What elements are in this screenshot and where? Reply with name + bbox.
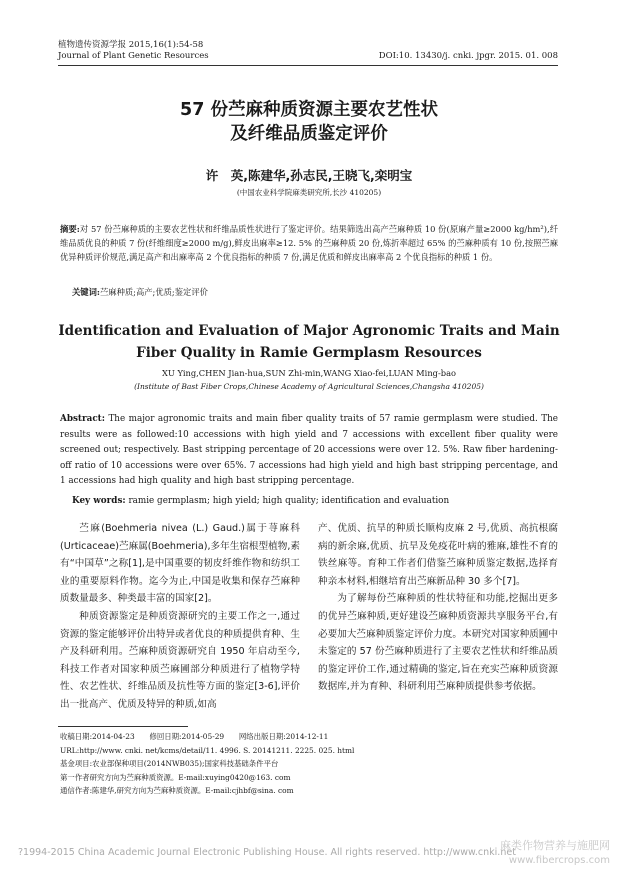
- keywords-en-label: Key words:: [72, 496, 126, 506]
- copyright-footer: ?1994-2015 China Academic Journal Electronic Publishing House. All rights reserved. http://www.cnki.net: [18, 847, 516, 858]
- header-rule: [58, 65, 558, 66]
- abstract-en-text: The major agronomic traits and main fiber quality traits of 57 ramie germplasm were studied. The results were as followed:10 accessions with high yield and 7 accessions with excellent fiber quality were screened out; respectively. Bast stripping percentage of 20 accessions were over 12. 5%. Raw fiber hardening-off ratio of 10 accessions were over 65%. 7 accessions had high yield and high bast stripping percentage, and 1 accessions had high quality and high bast stripping percentage.: [60, 414, 558, 486]
- abstract-zh-text: 对 57 份苎麻种质的主要农艺性状和纤维品质性状进行了鉴定评价。结果筛选出高产苎麻种质 10 份(原麻产量≥2000 kg/hm²),纤维品质优良的种质 7 份(纤维细度≥2000 m/g),鲜皮出麻率≥12. 5% 的苎麻种质 20 份,炼折率超过 65% 的苎麻种质有 10 份,按照苎麻优异种质评价规范,满足高产和出麻率高 2 个优良指标的种质 7 份,满足优质和鲜皮出麻率高 2 个优良指标的种质 1 份。: [60, 224, 558, 262]
- footnote-funding: 基金项目:农业部保种项目(2014NWB035);国家科技基础条件平台: [60, 759, 279, 768]
- doi: DOI:10. 13430/j. cnki. jpgr. 2015. 01. 008: [378, 51, 558, 61]
- affiliation-zh: (中国农业科学院麻类研究所,长沙 410205): [236, 188, 382, 197]
- volume-info: 2015,16(1):54-58: [128, 40, 204, 50]
- title-en: [40, 320, 578, 364]
- authors-zh: 许 英,陈建华,孙志民,王晓飞,栾明宝: [205, 168, 413, 183]
- watermark-line2: www.fibercrops.com: [508, 855, 610, 866]
- abstract-en-label: Abstract:: [60, 414, 105, 424]
- watermark-line1: 麻类作物营养与施肥网: [500, 839, 610, 852]
- footnotes: [60, 730, 500, 798]
- site-watermark: [500, 838, 610, 868]
- journal-header-left: [58, 40, 209, 62]
- journal-name-en: Journal of Plant Genetic Resources: [58, 51, 209, 61]
- keywords-zh-text: 苎麻种质;高产;优质;鉴定评价: [99, 287, 208, 297]
- keywords-zh-label: 关键词:: [72, 287, 100, 297]
- keywords-en-text: ramie germplasm; high yield; high quality; identification and evaluation: [128, 496, 450, 506]
- authors-en: XU Ying,CHEN Jian-hua,SUN Zhi-min,WANG Xiao-fei,LUAN Ming-bao: [161, 368, 457, 378]
- abstract-en: [60, 412, 558, 490]
- abstract-zh: [60, 222, 558, 264]
- footnote-url: URL:http://www. cnki. net/kcms/detail/11. 4996. S. 20141211. 2225. 025. html: [60, 745, 355, 755]
- title-zh-line2: 及纤维品质鉴定评价: [230, 124, 388, 144]
- abstract-zh-label: 摘要:: [60, 224, 80, 234]
- footnote-rule: [58, 726, 188, 727]
- footnote-dates: 收稿日期:2014-04-23 修回日期:2014-05-29 网络出版日期:2014-12-11: [60, 732, 329, 741]
- body-left-column: [60, 520, 300, 714]
- body-paragraph: 苎麻(Boehmeria nivea (L.) Gaud.)属于荨麻科(Urticaceae)苎麻属(Boehmeria),多年生宿根型植物,素有“中国草”之称[1],是中国重要的韧皮纤维作物和纺织工业的重要原料作物。迄今为止,中国是收集和保存苎麻种质数量最多、种类最丰富的国家[2]。: [60, 523, 300, 605]
- body-paragraph: 种质资源鉴定是种质资源研究的主要工作之一,通过资源的鉴定能够评价出特异或者优良的种质提供育种、生产及科研利用。苎麻种质资源研究自 1950 年启动至今,科技工作者对国家种质苎麻圃部分种质进行了植物学特性、农艺性状、纤维品质及抗性等方面的鉴定[3-6],评价出一批高产、优质及特异的种质,如高: [60, 610, 300, 710]
- body-paragraph: 为了解每份苎麻种质的性状特征和功能,挖掘出更多的优异苎麻种质,更好建设苎麻种质资源共享服务平台,有必要加大苎麻种质鉴定评价力度。本研究对国家种质圃中未鉴定的 57 份苎麻种质进行了主要农艺性状和纤维品质的鉴定评价工作,通过精确的鉴定,旨在充实苎麻种质资源数据库,并为育种、科研利用苎麻种质提供参考依据。: [318, 593, 558, 693]
- title-zh: [0, 98, 618, 146]
- body-right-column: [318, 520, 558, 696]
- affiliation-en: (Institute of Bast Fiber Crops,Chinese Academy of Agricultural Sciences,Changsha 410205): [134, 382, 484, 391]
- footnote-first-author: 第一作者研究方向为苎麻种质资源。E-mail:xuying0420@163. com: [60, 772, 291, 782]
- keywords-zh: [72, 286, 558, 298]
- footnote-corresponding-author: 通信作者:陈建华,研究方向为苎麻种质资源。E-mail:cjhbf@sina. com: [60, 786, 294, 795]
- title-en-line1: Identification and Evaluation of Major Agronomic Traits and Main: [58, 323, 560, 339]
- title-en-line2: Fiber Quality in Ramie Germplasm Resources: [136, 345, 482, 361]
- keywords-en: [72, 496, 558, 506]
- journal-name-zh: 植物遗传资源学报: [58, 40, 127, 50]
- body-paragraph: 产、优质、抗旱的种质长顺构皮麻 2 号,优质、高抗根腐病的新余麻,优质、抗旱及免疫花叶病的雅麻,雄性不育的铁丝麻等。育种工作者们借鉴苎麻种质鉴定数据,选择育种亲本材料,相继培育出苎麻新品种 30 多个[7]。: [318, 523, 558, 587]
- title-zh-line1: 57 份苎麻种质资源主要农艺性状: [180, 100, 438, 120]
